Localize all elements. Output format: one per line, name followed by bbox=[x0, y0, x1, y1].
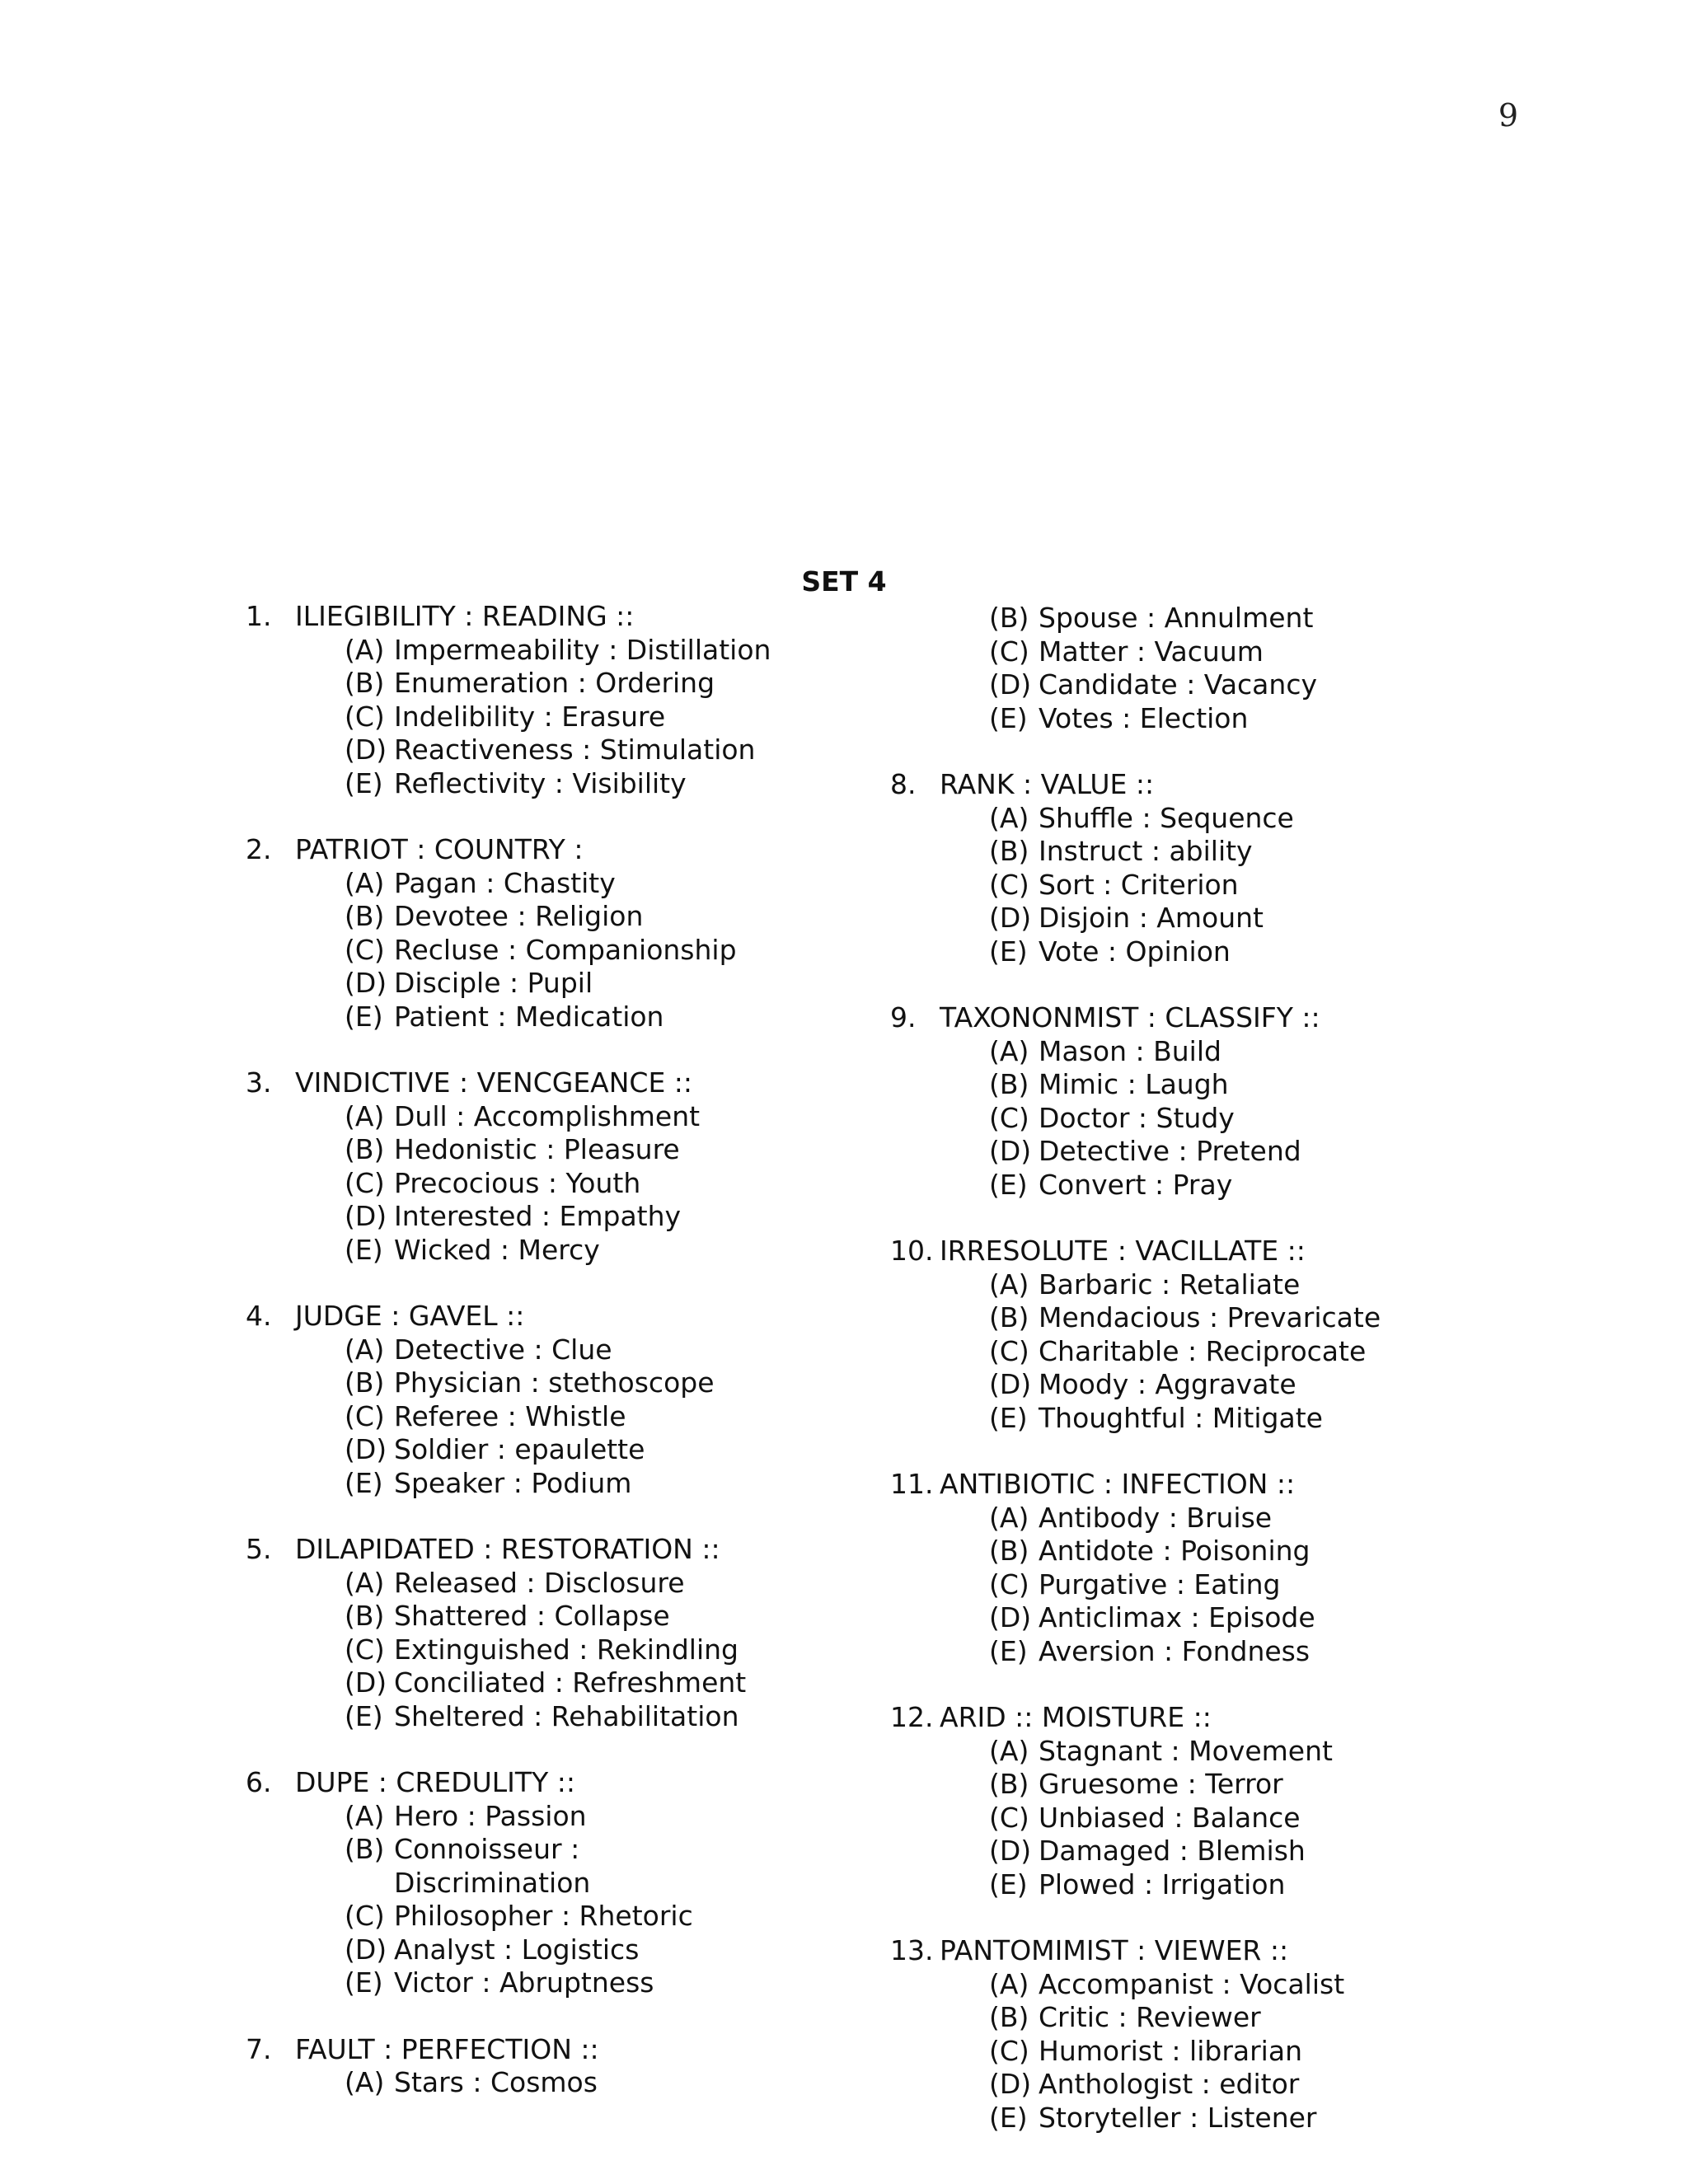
question-block bbox=[890, 1701, 1500, 1901]
option-label: (A) bbox=[345, 1566, 385, 1599]
option-label: (D) bbox=[345, 733, 387, 766]
option-line bbox=[890, 2068, 1500, 2102]
option-label: (A) bbox=[345, 2066, 385, 2098]
question-stem-line bbox=[246, 833, 856, 867]
option-label: (D) bbox=[345, 1433, 387, 1465]
question-number: 1. bbox=[246, 600, 272, 632]
option-line bbox=[246, 1400, 856, 1434]
option-line bbox=[246, 1633, 856, 1667]
question-block bbox=[246, 1533, 856, 1733]
question-stem: PANTOMIMIST : VIEWER :: bbox=[940, 1934, 1289, 1966]
question-block bbox=[890, 768, 1500, 968]
option-line bbox=[246, 667, 856, 701]
option-line bbox=[246, 900, 856, 934]
option-label: (B) bbox=[345, 1133, 385, 1165]
option-line bbox=[890, 635, 1500, 669]
option-line bbox=[890, 1268, 1500, 1302]
question-block bbox=[890, 1235, 1500, 1435]
question-stem: RANK : VALUE :: bbox=[940, 768, 1155, 800]
option-line bbox=[890, 1335, 1500, 1369]
option-line bbox=[246, 1833, 856, 1867]
question-stem: ARID :: MOISTURE :: bbox=[940, 1701, 1212, 1733]
option-text: Spouse : Annulment bbox=[1039, 602, 1314, 634]
option-label: (E) bbox=[989, 701, 1028, 734]
option-text: Instruct : ability bbox=[1039, 835, 1253, 867]
option-label: (B) bbox=[345, 1366, 385, 1399]
option-label: (D) bbox=[345, 1666, 387, 1699]
question-number: 5. bbox=[246, 1533, 272, 1565]
option-line bbox=[890, 1568, 1500, 1602]
option-text: Matter : Vacuum bbox=[1039, 635, 1264, 668]
option-label: (C) bbox=[989, 868, 1029, 901]
option-text: Wicked : Mercy bbox=[394, 1233, 600, 1266]
option-text: Stagnant : Movement bbox=[1039, 1734, 1333, 1767]
option-label: (C) bbox=[345, 1633, 385, 1666]
option-line bbox=[246, 1001, 856, 1034]
question-block bbox=[890, 602, 1500, 735]
question-stem: FAULT : PERFECTION :: bbox=[295, 2032, 599, 2065]
left-column bbox=[246, 600, 856, 2133]
question-stem: DUPE : CREDULITY :: bbox=[295, 1766, 575, 1798]
option-label: (D) bbox=[989, 1601, 1032, 1633]
option-text: Speaker : Podium bbox=[394, 1466, 632, 1499]
option-line bbox=[890, 1169, 1500, 1202]
option-label: (B) bbox=[989, 1301, 1029, 1333]
option-label: (D) bbox=[989, 1835, 1032, 1867]
question-block bbox=[246, 600, 856, 800]
option-text: Indelibility : Erasure bbox=[394, 700, 666, 733]
option-line bbox=[246, 2066, 856, 2100]
option-line bbox=[890, 602, 1500, 635]
question-number: 9. bbox=[890, 1001, 917, 1033]
option-label: (A) bbox=[989, 1734, 1029, 1767]
option-line bbox=[246, 1467, 856, 1501]
option-line bbox=[890, 668, 1500, 702]
option-label: (C) bbox=[989, 2034, 1029, 2067]
option-label: (D) bbox=[989, 668, 1032, 701]
option-text: Shuffle : Sequence bbox=[1039, 801, 1294, 834]
question-stem: IRRESOLUTE : VACILLATE :: bbox=[940, 1235, 1306, 1267]
option-continuation bbox=[246, 1867, 856, 1900]
question-block bbox=[246, 833, 856, 1033]
option-text: Soldier : epaulette bbox=[394, 1433, 645, 1465]
option-line bbox=[246, 1333, 856, 1367]
option-line bbox=[246, 767, 856, 801]
option-line bbox=[890, 1368, 1500, 1402]
question-stem: ILIEGIBILITY : READING :: bbox=[295, 600, 635, 632]
question-stem-line bbox=[890, 1001, 1500, 1035]
option-line bbox=[890, 2102, 1500, 2135]
option-label: (A) bbox=[989, 1034, 1029, 1067]
option-line bbox=[246, 867, 856, 901]
question-stem: TAXONONMIST : CLASSIFY :: bbox=[940, 1001, 1320, 1033]
option-label: (B) bbox=[989, 602, 1029, 634]
option-label: (E) bbox=[345, 1233, 383, 1266]
option-label: (B) bbox=[345, 1833, 385, 1865]
question-stem-line bbox=[246, 2033, 856, 2067]
option-text: Aversion : Fondness bbox=[1039, 1634, 1311, 1667]
option-line bbox=[890, 1835, 1500, 1868]
option-line bbox=[890, 2001, 1500, 2035]
option-label: (E) bbox=[989, 1401, 1028, 1434]
question-stem-line bbox=[246, 1300, 856, 1333]
option-line bbox=[246, 1100, 856, 1134]
option-text: Conciliated : Refreshment bbox=[394, 1666, 747, 1699]
option-text: Enumeration : Ordering bbox=[394, 667, 715, 699]
question-stem-line bbox=[246, 1533, 856, 1567]
option-label: (B) bbox=[989, 2001, 1029, 2033]
option-line bbox=[890, 1868, 1500, 1902]
question-block bbox=[890, 1001, 1500, 1202]
option-text: Convert : Pray bbox=[1039, 1168, 1233, 1201]
right-column bbox=[890, 602, 1500, 2168]
question-stem-line bbox=[246, 1766, 856, 1800]
option-label: (B) bbox=[989, 835, 1029, 867]
option-line bbox=[890, 802, 1500, 836]
option-line bbox=[890, 1068, 1500, 1102]
option-line bbox=[246, 1234, 856, 1268]
question-stem: PATRIOT : COUNTRY : bbox=[295, 833, 584, 865]
option-text: Patient : Medication bbox=[394, 1000, 664, 1033]
question-stem-line bbox=[890, 1934, 1500, 1968]
option-label: (E) bbox=[989, 935, 1028, 968]
option-text: Analyst : Logistics bbox=[394, 1933, 640, 1966]
question-number: 12. bbox=[890, 1701, 934, 1733]
option-text: Humorist : librarian bbox=[1039, 2034, 1302, 2067]
option-text: Anticlimax : Episode bbox=[1039, 1601, 1315, 1633]
option-text: Critic : Reviewer bbox=[1039, 2001, 1261, 2033]
option-label: (B) bbox=[345, 667, 385, 699]
option-label: (C) bbox=[989, 1101, 1029, 1134]
option-text: Reactiveness : Stimulation bbox=[394, 733, 756, 766]
question-number: 8. bbox=[890, 768, 917, 800]
option-line bbox=[890, 1768, 1500, 1802]
option-label: (B) bbox=[989, 1535, 1029, 1567]
option-text: Charitable : Reciprocate bbox=[1039, 1334, 1367, 1367]
question-number: 10. bbox=[890, 1235, 934, 1267]
option-line bbox=[246, 967, 856, 1001]
option-label: (B) bbox=[989, 1768, 1029, 1800]
option-line bbox=[246, 1700, 856, 1734]
option-text: Hedonistic : Pleasure bbox=[394, 1133, 680, 1165]
option-label: (D) bbox=[345, 967, 387, 999]
option-text: Disjoin : Amount bbox=[1039, 902, 1264, 934]
question-stem-line bbox=[246, 600, 856, 634]
option-label: (E) bbox=[345, 766, 383, 799]
option-line bbox=[890, 1035, 1500, 1069]
option-label: (E) bbox=[345, 1966, 383, 1999]
option-line bbox=[890, 1635, 1500, 1669]
option-text: Shattered : Collapse bbox=[394, 1600, 670, 1632]
option-text: Antidote : Poisoning bbox=[1039, 1535, 1311, 1567]
option-text: Recluse : Companionship bbox=[394, 933, 737, 966]
option-label: (C) bbox=[989, 1334, 1029, 1367]
option-line bbox=[246, 1133, 856, 1167]
question-block bbox=[246, 1300, 856, 1500]
option-line bbox=[246, 1433, 856, 1467]
option-line bbox=[890, 835, 1500, 869]
option-text: Released : Disclosure bbox=[394, 1566, 685, 1599]
question-stem-line bbox=[246, 1066, 856, 1100]
option-text: Mimic : Laugh bbox=[1039, 1068, 1229, 1100]
question-number: 7. bbox=[246, 2032, 272, 2065]
option-label: (E) bbox=[989, 1634, 1028, 1667]
option-line bbox=[890, 1135, 1500, 1169]
option-text: Candidate : Vacancy bbox=[1039, 668, 1317, 701]
option-label: (E) bbox=[345, 1466, 383, 1499]
option-text: Mendacious : Prevaricate bbox=[1039, 1301, 1381, 1333]
option-label: (B) bbox=[345, 1600, 385, 1632]
option-line bbox=[246, 701, 856, 734]
option-text: Purgative : Eating bbox=[1039, 1568, 1281, 1601]
option-label: (A) bbox=[345, 633, 385, 666]
option-text: Storyteller : Listener bbox=[1039, 2101, 1317, 2134]
question-stem: JUDGE : GAVEL :: bbox=[295, 1300, 525, 1332]
question-stem-line bbox=[890, 1235, 1500, 1268]
option-label: (C) bbox=[989, 635, 1029, 668]
question-stem-line bbox=[890, 1468, 1500, 1502]
option-line bbox=[890, 1402, 1500, 1436]
option-label: (C) bbox=[345, 933, 385, 966]
option-text: Accompanist : Vocalist bbox=[1039, 1967, 1345, 2000]
question-number: 3. bbox=[246, 1066, 272, 1099]
option-text: Dull : Accomplishment bbox=[394, 1099, 701, 1132]
option-label: (E) bbox=[989, 2101, 1028, 2134]
option-text: Precocious : Youth bbox=[394, 1166, 641, 1199]
option-text: Victor : Abruptness bbox=[394, 1966, 654, 1999]
option-line bbox=[890, 935, 1500, 969]
option-line bbox=[890, 869, 1500, 902]
question-number: 11. bbox=[890, 1468, 934, 1500]
option-line bbox=[246, 733, 856, 767]
question-number: 13. bbox=[890, 1934, 934, 1966]
option-line bbox=[246, 1567, 856, 1601]
option-line bbox=[246, 1800, 856, 1834]
option-line bbox=[246, 634, 856, 668]
option-line bbox=[890, 1502, 1500, 1535]
option-text: Anthologist : editor bbox=[1039, 2068, 1300, 2100]
question-stem-line bbox=[890, 768, 1500, 802]
option-label: (E) bbox=[345, 1699, 383, 1732]
question-stem: DILAPIDATED : RESTORATION :: bbox=[295, 1533, 720, 1565]
option-text: Detective : Pretend bbox=[1039, 1135, 1301, 1167]
option-line bbox=[890, 1968, 1500, 2002]
option-label: (A) bbox=[989, 1268, 1029, 1301]
option-text: Devotee : Religion bbox=[394, 900, 644, 932]
option-text: Referee : Whistle bbox=[394, 1399, 626, 1432]
option-text: Unbiased : Balance bbox=[1039, 1801, 1301, 1834]
question-block bbox=[890, 1468, 1500, 1668]
option-line bbox=[246, 1366, 856, 1400]
question-block bbox=[890, 1934, 1500, 2135]
option-text: Extinguished : Rekindling bbox=[394, 1633, 738, 1666]
option-text-continued: Discrimination bbox=[394, 1866, 591, 1899]
option-line bbox=[890, 1301, 1500, 1335]
question-stem: VINDICTIVE : VENCGEANCE :: bbox=[295, 1066, 693, 1099]
option-text: Interested : Empathy bbox=[394, 1200, 682, 1232]
option-label: (D) bbox=[989, 2068, 1032, 2100]
option-line bbox=[890, 902, 1500, 935]
option-label: (C) bbox=[989, 1801, 1029, 1834]
question-number: 4. bbox=[246, 1300, 272, 1332]
option-text: Sheltered : Rehabilitation bbox=[394, 1699, 739, 1732]
option-text: Gruesome : Terror bbox=[1039, 1768, 1283, 1800]
option-line bbox=[890, 1102, 1500, 1136]
option-label: (A) bbox=[345, 1333, 385, 1366]
option-text: Philosopher : Rhetoric bbox=[394, 1900, 693, 1932]
option-label: (B) bbox=[989, 1068, 1029, 1100]
option-line bbox=[246, 1966, 856, 2000]
option-label: (A) bbox=[345, 866, 385, 899]
question-stem: ANTIBIOTIC : INFECTION :: bbox=[940, 1468, 1296, 1500]
option-text: Reflectivity : Visibility bbox=[394, 766, 687, 799]
option-line bbox=[246, 934, 856, 968]
set-title: SET 4 bbox=[801, 565, 887, 598]
option-text: Connoisseur : bbox=[394, 1833, 580, 1865]
question-number: 6. bbox=[246, 1766, 272, 1798]
question-number: 2. bbox=[246, 833, 272, 865]
option-line bbox=[246, 1900, 856, 1933]
option-label: (A) bbox=[345, 1799, 385, 1832]
option-label: (D) bbox=[345, 1200, 387, 1232]
option-label: (D) bbox=[345, 1933, 387, 1966]
option-label: (C) bbox=[345, 1166, 385, 1199]
option-text: Barbaric : Retaliate bbox=[1039, 1268, 1301, 1301]
option-label: (A) bbox=[989, 801, 1029, 834]
option-line bbox=[890, 1535, 1500, 1568]
option-label: (E) bbox=[989, 1868, 1028, 1900]
option-label: (A) bbox=[345, 1099, 385, 1132]
question-stem-line bbox=[890, 1701, 1500, 1735]
option-text: Stars : Cosmos bbox=[394, 2066, 598, 2098]
option-line bbox=[246, 1666, 856, 1700]
option-label: (E) bbox=[989, 1168, 1028, 1201]
question-block bbox=[246, 2033, 856, 2100]
option-label: (C) bbox=[345, 1399, 385, 1432]
question-block bbox=[246, 1766, 856, 2000]
option-text: Impermeability : Distillation bbox=[394, 633, 771, 666]
option-text: Damaged : Blemish bbox=[1039, 1835, 1306, 1867]
option-label: (A) bbox=[989, 1501, 1029, 1534]
option-text: Moody : Aggravate bbox=[1039, 1368, 1296, 1400]
option-line bbox=[246, 1600, 856, 1633]
option-line bbox=[890, 1601, 1500, 1635]
option-text: Hero : Passion bbox=[394, 1799, 587, 1832]
question-block bbox=[246, 1066, 856, 1267]
option-line bbox=[890, 1735, 1500, 1769]
option-label: (B) bbox=[345, 900, 385, 932]
option-text: Antibody : Bruise bbox=[1039, 1501, 1273, 1534]
option-text: Physician : stethoscope bbox=[394, 1366, 715, 1399]
option-text: Disciple : Pupil bbox=[394, 967, 593, 999]
option-label: (C) bbox=[345, 700, 385, 733]
option-label: (E) bbox=[345, 1000, 383, 1033]
option-label: (D) bbox=[989, 1368, 1032, 1400]
option-line bbox=[246, 1933, 856, 1967]
option-label: (C) bbox=[989, 1568, 1029, 1601]
option-label: (D) bbox=[989, 902, 1032, 934]
option-label: (C) bbox=[345, 1900, 385, 1932]
option-line bbox=[890, 2035, 1500, 2069]
option-label: (D) bbox=[989, 1135, 1032, 1167]
option-line bbox=[246, 1167, 856, 1201]
option-text: Votes : Election bbox=[1039, 701, 1249, 734]
option-text: Plowed : Irrigation bbox=[1039, 1868, 1286, 1900]
option-text: Detective : Clue bbox=[394, 1333, 612, 1366]
option-line bbox=[890, 702, 1500, 736]
option-line bbox=[246, 1200, 856, 1234]
option-text: Pagan : Chastity bbox=[394, 866, 616, 899]
option-line bbox=[890, 1802, 1500, 1835]
option-text: Mason : Build bbox=[1039, 1034, 1221, 1067]
option-text: Sort : Criterion bbox=[1039, 868, 1239, 901]
option-text: Vote : Opinion bbox=[1039, 935, 1231, 968]
option-text: Thoughtful : Mitigate bbox=[1039, 1401, 1323, 1434]
option-text: Doctor : Study bbox=[1039, 1101, 1235, 1134]
option-label: (A) bbox=[989, 1967, 1029, 2000]
page-number: 9 bbox=[1498, 97, 1518, 134]
